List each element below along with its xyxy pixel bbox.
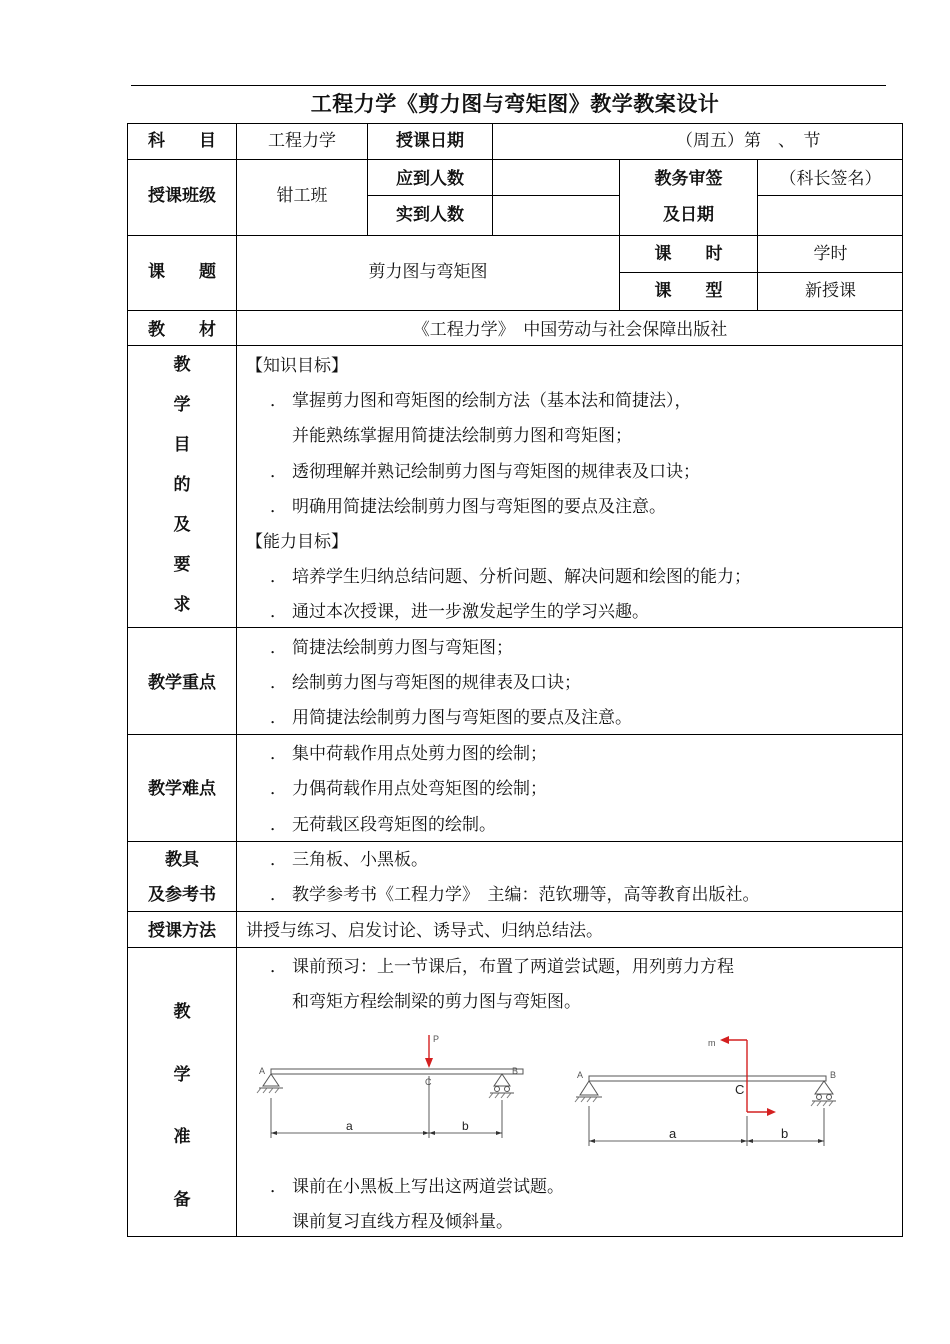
pin-support-a	[257, 1074, 283, 1093]
type-value: 新授课	[805, 281, 856, 301]
label-b: B	[830, 1070, 837, 1080]
dimension-arrow	[429, 1131, 435, 1135]
bullet: ．	[270, 957, 287, 977]
col-line	[236, 123, 237, 1237]
page-title: 工程力学《剪力图与弯矩图》教学教案设计	[310, 92, 720, 116]
knowledge-item-continued: 并能熟练掌握用简捷法绘制剪力图和弯矩图；	[292, 426, 632, 446]
expected-label: 应到人数	[396, 169, 464, 189]
label-dim-b: b	[781, 1126, 789, 1141]
class-value: 钳工班	[276, 186, 328, 206]
objectives-label-char: 的	[173, 475, 191, 495]
review-value: （科长签名）	[779, 169, 882, 189]
label-a: A	[259, 1066, 266, 1076]
label-c: C	[735, 1082, 745, 1097]
hours-value: 学时	[813, 244, 848, 264]
bullet: ．	[270, 391, 287, 411]
type-label: 课 型	[654, 281, 723, 301]
objectives-label-char: 学	[173, 395, 191, 415]
pin-support-a	[575, 1081, 602, 1102]
actual-label: 实到人数	[396, 205, 464, 225]
bullet: ．	[270, 602, 287, 622]
label-a: A	[577, 1070, 584, 1080]
label-dim-b: b	[462, 1119, 469, 1133]
topic-label: 课 题	[148, 262, 216, 282]
tools-label-2: 及参考书	[148, 885, 216, 905]
bullet: ．	[270, 708, 287, 728]
label-b: B	[512, 1066, 519, 1076]
date-label: 授课日期	[396, 131, 464, 151]
row-line	[127, 345, 903, 346]
dimension-arrow	[747, 1139, 753, 1143]
ability-item: ． 培养学生归纳总结问题、分析问题、解决问题和绘图的能力；	[270, 567, 751, 587]
ability-item: ． 通过本次授课，进一步激发起学生的学习兴趣。	[270, 602, 649, 622]
label-dim-a: a	[346, 1119, 353, 1133]
bullet: ．	[270, 850, 287, 870]
preparation-item: ． 课前在小黑板上写出这两道尝试题。	[270, 1177, 564, 1197]
key-point-item: ． 简捷法绘制剪力图与弯矩图；	[270, 638, 513, 658]
difficulty-item: ． 无荷载区段弯矩图的绘制。	[270, 815, 496, 835]
row-line	[127, 310, 903, 311]
key-point-item: ． 绘制剪力图与弯矩图的规律表及口诀；	[270, 673, 581, 693]
date-value: （周五）第 、 节	[676, 131, 821, 151]
objectives-label-char: 目	[173, 435, 191, 455]
preparation-label-char: 学	[173, 1065, 191, 1085]
row-line	[127, 911, 903, 912]
objectives-label-char: 要	[173, 555, 191, 575]
dimension-arrow	[589, 1139, 595, 1143]
objectives-label-char: 求	[173, 595, 191, 615]
row-line	[127, 947, 903, 948]
dimension-arrow	[741, 1139, 747, 1143]
row-line	[127, 841, 903, 842]
bullet: ．	[270, 885, 287, 905]
textbook-value: 《工程力学》 中国劳动与社会保障出版社	[412, 320, 728, 340]
label-m: m	[708, 1038, 716, 1048]
beam-figure-point-load	[250, 1030, 540, 1145]
dimension-arrow	[271, 1131, 277, 1135]
bullet: ．	[270, 638, 287, 658]
beam-figure-couple	[570, 1030, 850, 1152]
dimension-arrow	[496, 1131, 502, 1135]
row-line	[757, 195, 903, 196]
difficulties-label: 教学难点	[148, 779, 216, 799]
knowledge-item: ． 透彻理解并熟记绘制剪力图与弯矩图的规律表及口诀；	[270, 462, 700, 482]
key-points-label: 教学重点	[148, 673, 216, 693]
textbook-label: 教 材	[148, 320, 216, 340]
row-line	[367, 195, 619, 196]
preparation-label-char: 教	[173, 1002, 191, 1022]
tools-label-1: 教具	[165, 850, 199, 870]
load-arrow-p	[425, 1035, 433, 1068]
roller-support-b	[489, 1074, 514, 1098]
method-value: 讲授与练习、启发讨论、诱导式、归纳总结法。	[246, 921, 603, 941]
objectives-label-char: 教	[173, 355, 191, 375]
dimension-arrow	[818, 1139, 824, 1143]
bullet: ．	[270, 497, 287, 517]
hours-label: 课 时	[654, 244, 723, 264]
tool-item: ． 三角板、小黑板。	[270, 850, 428, 870]
tool-item: ． 教学参考书《工程力学》 主编：范钦珊等，高等教育出版社。	[270, 885, 760, 905]
bullet: ．	[270, 567, 287, 587]
bullet: ．	[270, 673, 287, 693]
review-label-1: 教务审签	[654, 169, 723, 189]
label-dim-a: a	[669, 1126, 677, 1141]
preparation-item-continued: 和弯矩方程绘制梁的剪力图与弯矩图。	[292, 992, 581, 1012]
bullet: ．	[270, 462, 287, 482]
difficulty-item: ． 集中荷载作用点处剪力图的绘制；	[270, 744, 547, 764]
preparation-label-char: 备	[173, 1190, 191, 1210]
row-line	[127, 734, 903, 735]
preparation-item: ． 课前预习：上一节课后，布置了两道尝试题，用列剪力方程	[270, 957, 734, 977]
knowledge-item: ． 掌握剪力图和弯矩图的绘制方法（基本法和简捷法），	[270, 391, 692, 411]
roller-support-b	[811, 1081, 836, 1106]
preparation-label-char: 准	[173, 1127, 191, 1147]
preparation-item-continued: 课前复习直线方程及倾斜量。	[292, 1212, 513, 1232]
bullet: ．	[270, 779, 287, 799]
objectives-label-char: 及	[173, 515, 191, 535]
topic-value: 剪力图与弯矩图	[368, 262, 488, 282]
bullet: ．	[270, 815, 287, 835]
beam	[271, 1069, 523, 1074]
difficulty-item: ． 力偶荷载作用点处弯矩图的绘制；	[270, 779, 547, 799]
subject-label: 科 目	[148, 131, 216, 151]
col-line	[492, 123, 493, 235]
row-line	[127, 235, 903, 236]
top-rule	[131, 85, 886, 86]
bullet: ．	[270, 1177, 287, 1197]
row-line	[127, 627, 903, 628]
beam	[589, 1076, 826, 1081]
knowledge-heading: 【知识目标】	[246, 356, 348, 376]
knowledge-item: ． 明确用简捷法绘制剪力图与弯矩图的要点及注意。	[270, 497, 666, 517]
row-line	[619, 272, 903, 273]
label-c: C	[425, 1077, 432, 1087]
subject-value: 工程力学	[268, 131, 336, 151]
label-p: P	[433, 1034, 440, 1044]
method-label: 授课方法	[148, 921, 216, 941]
row-line	[127, 159, 903, 160]
bullet: ．	[270, 744, 287, 764]
class-label: 授课班级	[148, 186, 216, 206]
ability-heading: 【能力目标】	[246, 532, 348, 552]
dimension-arrow	[423, 1131, 429, 1135]
key-point-item: ． 用简捷法绘制剪力图与弯矩图的要点及注意。	[270, 708, 632, 728]
review-label-2: 及日期	[663, 205, 714, 225]
